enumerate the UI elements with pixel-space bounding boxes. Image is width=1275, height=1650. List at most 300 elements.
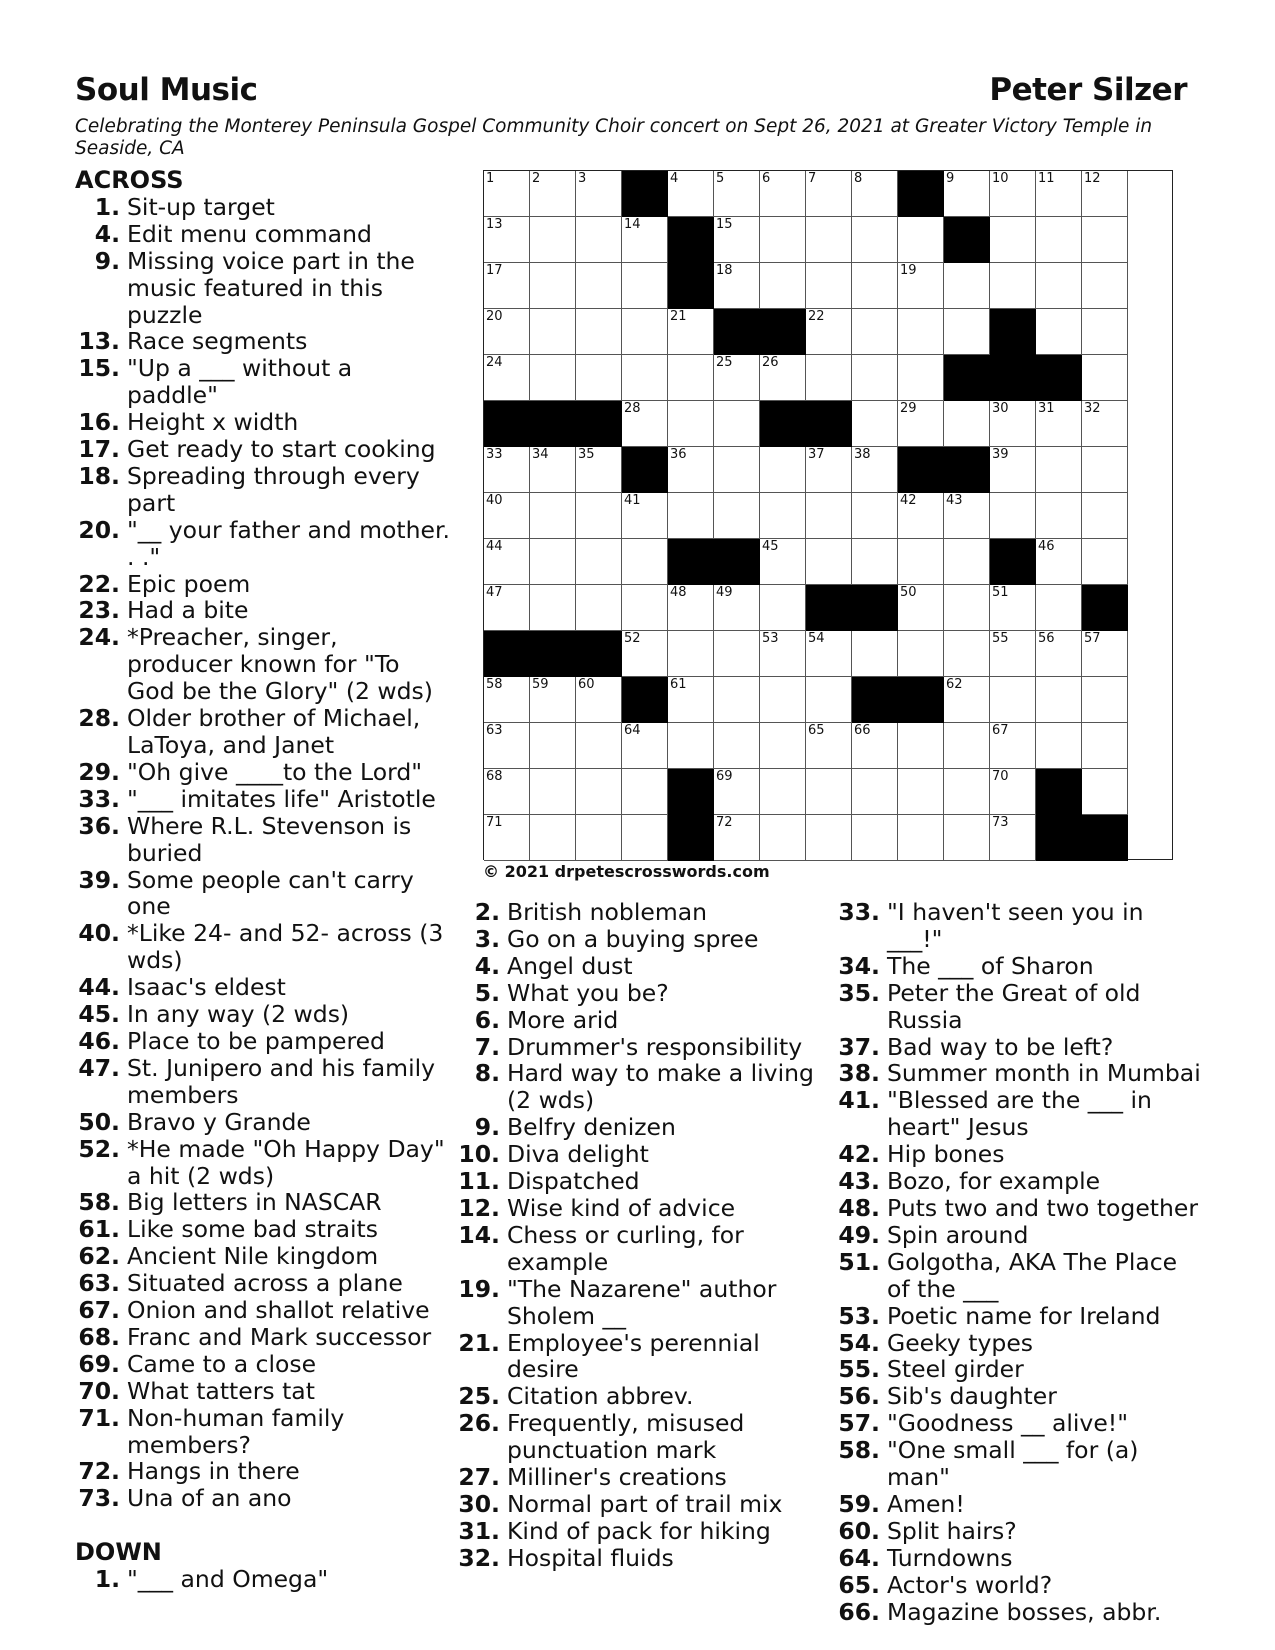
- clue-number: 12.: [458, 1193, 500, 1222]
- cell-number: 9: [946, 171, 955, 186]
- clue-item: [75, 786, 450, 813]
- grid-cell[interactable]: [1036, 447, 1082, 493]
- grid-cell[interactable]: [1036, 217, 1082, 263]
- grid-cell[interactable]: [898, 217, 944, 263]
- grid-cell[interactable]: [622, 401, 668, 447]
- clue-number: 17.: [78, 435, 120, 464]
- grid-cell[interactable]: [760, 815, 806, 861]
- clue-number: 33.: [78, 784, 120, 813]
- grid-cell[interactable]: [990, 447, 1036, 493]
- clue-number: 28.: [78, 704, 120, 733]
- grid-cell[interactable]: [530, 263, 576, 309]
- grid-cell[interactable]: [484, 309, 530, 355]
- grid-cell[interactable]: [760, 539, 806, 585]
- grid-cell[interactable]: [530, 815, 576, 861]
- clue-item: [75, 1405, 450, 1459]
- grid-cell[interactable]: [990, 171, 1036, 217]
- grid-cell[interactable]: [530, 539, 576, 585]
- grid-cell[interactable]: [760, 447, 806, 493]
- grid-cell[interactable]: [668, 171, 714, 217]
- grid-cell[interactable]: [760, 493, 806, 539]
- grid-cell[interactable]: [1036, 263, 1082, 309]
- grid-cell[interactable]: [530, 769, 576, 815]
- grid-cell[interactable]: [944, 769, 990, 815]
- grid-cell[interactable]: [1082, 723, 1128, 769]
- grid-cell[interactable]: [852, 539, 898, 585]
- grid-block: [898, 677, 944, 723]
- clue-item: [835, 899, 1205, 953]
- clue-number: 1.: [94, 192, 120, 221]
- grid-cell[interactable]: [898, 401, 944, 447]
- grid-block: [852, 677, 898, 723]
- grid-cell[interactable]: [760, 769, 806, 815]
- grid-cell[interactable]: [714, 493, 760, 539]
- grid-cell[interactable]: [760, 585, 806, 631]
- cell-number: 52: [624, 631, 641, 646]
- grid-cell[interactable]: [990, 631, 1036, 677]
- grid-cell[interactable]: [622, 355, 668, 401]
- grid-cell[interactable]: [530, 355, 576, 401]
- grid-block: [576, 401, 622, 447]
- grid-cell[interactable]: [990, 815, 1036, 861]
- grid-cell[interactable]: [714, 769, 760, 815]
- grid-cell[interactable]: [944, 815, 990, 861]
- clue-item: [835, 1303, 1205, 1330]
- grid-cell[interactable]: [668, 309, 714, 355]
- grid-cell[interactable]: [898, 585, 944, 631]
- grid-cell[interactable]: [622, 723, 668, 769]
- grid-cell[interactable]: [898, 493, 944, 539]
- clue-item: [455, 1545, 815, 1572]
- grid-cell[interactable]: [576, 677, 622, 723]
- clue-text: Missing voice part in the music featured in this puzzle: [127, 246, 415, 329]
- grid-cell[interactable]: [760, 171, 806, 217]
- cell-number: 46: [1038, 539, 1055, 554]
- grid-cell[interactable]: [1082, 171, 1128, 217]
- grid-cell[interactable]: [714, 171, 760, 217]
- cell-number: 62: [946, 677, 963, 692]
- clue-number: 21.: [458, 1328, 500, 1357]
- grid-cell[interactable]: [484, 585, 530, 631]
- grid-cell[interactable]: [1036, 401, 1082, 447]
- grid-cell[interactable]: [944, 677, 990, 723]
- clue-text: Frequently, misused punctuation mark: [507, 1409, 745, 1465]
- grid-cell[interactable]: [484, 769, 530, 815]
- grid-cell[interactable]: [576, 723, 622, 769]
- clue-text: Like some bad straits: [127, 1215, 378, 1244]
- clue-text: Get ready to start cooking: [127, 435, 436, 464]
- grid-cell[interactable]: [898, 263, 944, 309]
- grid-cell[interactable]: [484, 355, 530, 401]
- cell-number: 15: [716, 217, 733, 232]
- grid-cell[interactable]: [530, 309, 576, 355]
- clue-number: 45.: [78, 1000, 120, 1029]
- cell-number: 7: [808, 171, 817, 186]
- grid-cell[interactable]: [944, 585, 990, 631]
- grid-cell[interactable]: [714, 585, 760, 631]
- clue-text: Belfry denizen: [507, 1113, 676, 1142]
- grid-cell[interactable]: [852, 401, 898, 447]
- grid-cell[interactable]: [990, 585, 1036, 631]
- grid-cell[interactable]: [484, 263, 530, 309]
- clue-number: 41.: [838, 1086, 880, 1115]
- grid-cell[interactable]: [484, 815, 530, 861]
- clue-text: Hospital fluids: [507, 1543, 674, 1572]
- cell-number: 44: [486, 539, 503, 554]
- grid-cell[interactable]: [484, 217, 530, 263]
- clue-number: 18.: [78, 461, 120, 490]
- cell-number: 28: [624, 401, 641, 416]
- clue-text: Sit-up target: [127, 192, 275, 221]
- clue-text: Height x width: [127, 408, 299, 437]
- grid-cell[interactable]: [714, 263, 760, 309]
- grid-cell[interactable]: [898, 355, 944, 401]
- grid-block: [668, 217, 714, 263]
- grid-cell[interactable]: [944, 309, 990, 355]
- clue-text: Hard way to make a living (2 wds): [507, 1059, 814, 1115]
- down-heading: DOWN: [75, 1538, 162, 1567]
- grid-cell[interactable]: [852, 493, 898, 539]
- clue-number: 11.: [458, 1167, 500, 1196]
- grid-cell[interactable]: [898, 815, 944, 861]
- grid-cell[interactable]: [622, 263, 668, 309]
- grid-cell[interactable]: [530, 677, 576, 723]
- grid-cell[interactable]: [898, 723, 944, 769]
- grid-cell[interactable]: [806, 263, 852, 309]
- grid-block: [668, 769, 714, 815]
- clue-text: Puts two and two together: [887, 1193, 1199, 1222]
- grid-cell[interactable]: [852, 447, 898, 493]
- grid-cell[interactable]: [714, 723, 760, 769]
- grid-cell[interactable]: [760, 677, 806, 723]
- clue-number: 26.: [458, 1409, 500, 1438]
- clue-text: Go on a buying spree: [507, 924, 759, 953]
- grid-cell[interactable]: [1082, 677, 1128, 723]
- clue-item: [75, 1216, 450, 1243]
- clue-item: [75, 1458, 450, 1485]
- clue-item: [75, 328, 450, 355]
- clue-text: "Oh give ____to the Lord": [127, 757, 423, 786]
- clue-number: 34.: [838, 951, 880, 980]
- cell-number: 70: [992, 769, 1009, 784]
- grid-cell[interactable]: [852, 723, 898, 769]
- grid-cell[interactable]: [530, 585, 576, 631]
- grid-cell[interactable]: [576, 585, 622, 631]
- grid-cell[interactable]: [714, 677, 760, 723]
- clue-column-3: [835, 899, 1205, 1625]
- clue-text: Dispatched: [507, 1167, 640, 1196]
- grid-cell[interactable]: [484, 723, 530, 769]
- clue-number: 33.: [838, 898, 880, 926]
- grid-cell[interactable]: [944, 539, 990, 585]
- grid-cell[interactable]: [576, 263, 622, 309]
- clue-item: [455, 1491, 815, 1518]
- grid-cell[interactable]: [714, 815, 760, 861]
- clue-number: 54.: [838, 1328, 880, 1357]
- grid-cell[interactable]: [944, 631, 990, 677]
- grid-cell[interactable]: [622, 539, 668, 585]
- grid-cell[interactable]: [1082, 539, 1128, 585]
- clue-number: 53.: [838, 1301, 880, 1330]
- grid-cell[interactable]: [714, 447, 760, 493]
- grid-cell[interactable]: [806, 309, 852, 355]
- grid-cell[interactable]: [576, 493, 622, 539]
- grid-cell[interactable]: [576, 355, 622, 401]
- grid-cell[interactable]: [484, 447, 530, 493]
- clue-item: [455, 1195, 815, 1222]
- grid-cell[interactable]: [990, 493, 1036, 539]
- grid-cell[interactable]: [668, 631, 714, 677]
- grid-cell[interactable]: [1036, 171, 1082, 217]
- author-name: Peter Silzer: [989, 72, 1187, 108]
- clue-text: Franc and Mark successor: [127, 1322, 432, 1351]
- grid-cell[interactable]: [484, 677, 530, 723]
- grid-cell[interactable]: [990, 217, 1036, 263]
- clue-number: 1.: [94, 1565, 120, 1594]
- grid-block: [944, 217, 990, 263]
- clue-number: 64.: [838, 1543, 880, 1572]
- clue-text: "Blessed are the ___ in heart" Jesus: [887, 1086, 1152, 1142]
- clue-item: [455, 1276, 815, 1330]
- grid-cell[interactable]: [668, 355, 714, 401]
- cell-number: 35: [578, 447, 595, 462]
- grid-cell[interactable]: [806, 631, 852, 677]
- grid-cell[interactable]: [668, 447, 714, 493]
- clue-item: [835, 1168, 1205, 1195]
- clue-item: [75, 1566, 450, 1593]
- cell-number: 66: [854, 723, 871, 738]
- grid-cell[interactable]: [990, 677, 1036, 723]
- cell-number: 71: [486, 815, 503, 830]
- clue-item: [75, 867, 450, 921]
- clue-item: [455, 1060, 815, 1114]
- grid-cell[interactable]: [898, 631, 944, 677]
- grid-cell[interactable]: [576, 447, 622, 493]
- grid-block: [806, 401, 852, 447]
- clue-number: 4.: [474, 951, 500, 980]
- clue-text: *Like 24- and 52- across (3 wds): [127, 919, 444, 975]
- grid-cell[interactable]: [1082, 631, 1128, 677]
- clue-item: [75, 571, 450, 598]
- clue-item: [835, 1518, 1205, 1545]
- grid-cell[interactable]: [944, 263, 990, 309]
- grid-block: [1036, 815, 1082, 861]
- grid-cell[interactable]: [576, 539, 622, 585]
- grid-cell[interactable]: [530, 217, 576, 263]
- grid-cell[interactable]: [990, 401, 1036, 447]
- grid-cell[interactable]: [1082, 447, 1128, 493]
- grid-cell[interactable]: [852, 355, 898, 401]
- grid-cell[interactable]: [806, 447, 852, 493]
- grid-cell[interactable]: [806, 723, 852, 769]
- grid-cell[interactable]: [944, 723, 990, 769]
- clue-column-2: [455, 899, 815, 1572]
- clue-number: 5.: [474, 978, 500, 1007]
- cell-number: 50: [900, 585, 917, 600]
- cell-number: 13: [486, 217, 503, 232]
- grid-block: [760, 309, 806, 355]
- grid-cell[interactable]: [668, 493, 714, 539]
- clue-item: [75, 517, 450, 571]
- cell-number: 61: [670, 677, 687, 692]
- grid-cell[interactable]: [668, 585, 714, 631]
- grid-cell[interactable]: [898, 769, 944, 815]
- grid-cell[interactable]: [1082, 769, 1128, 815]
- grid-block: [990, 355, 1036, 401]
- grid-cell[interactable]: [622, 217, 668, 263]
- clue-number: 23.: [78, 596, 120, 625]
- grid-cell[interactable]: [622, 585, 668, 631]
- grid-cell[interactable]: [1036, 493, 1082, 539]
- grid-cell[interactable]: [760, 355, 806, 401]
- clue-item: [455, 1410, 815, 1464]
- grid-cell[interactable]: [530, 723, 576, 769]
- grid-cell[interactable]: [806, 815, 852, 861]
- clue-item: [835, 1572, 1205, 1599]
- clue-item: [835, 1141, 1205, 1168]
- clue-number: 10.: [458, 1140, 500, 1169]
- grid-cell[interactable]: [714, 355, 760, 401]
- grid-cell[interactable]: [668, 677, 714, 723]
- grid-cell[interactable]: [1036, 585, 1082, 631]
- grid-cell[interactable]: [806, 355, 852, 401]
- grid-cell[interactable]: [852, 769, 898, 815]
- grid-cell[interactable]: [576, 171, 622, 217]
- clue-number: 16.: [78, 408, 120, 437]
- grid-cell[interactable]: [806, 493, 852, 539]
- grid-cell[interactable]: [852, 815, 898, 861]
- grid-cell[interactable]: [1036, 723, 1082, 769]
- grid-cell[interactable]: [852, 263, 898, 309]
- clue-number: 63.: [78, 1269, 120, 1298]
- grid-cell[interactable]: [530, 493, 576, 539]
- grid-cell[interactable]: [944, 171, 990, 217]
- grid-cell[interactable]: [530, 171, 576, 217]
- grid-cell[interactable]: [806, 539, 852, 585]
- clue-text: Spin around: [887, 1220, 1029, 1249]
- grid-cell[interactable]: [852, 631, 898, 677]
- clue-number: 43.: [838, 1167, 880, 1196]
- grid-cell[interactable]: [484, 171, 530, 217]
- cell-number: 55: [992, 631, 1009, 646]
- grid-cell[interactable]: [852, 309, 898, 355]
- clue-number: 25.: [458, 1382, 500, 1411]
- grid-cell[interactable]: [576, 769, 622, 815]
- grid-cell[interactable]: [1082, 355, 1128, 401]
- grid-cell[interactable]: [530, 447, 576, 493]
- grid-cell[interactable]: [484, 493, 530, 539]
- clue-text: "One small ___ for (a) man": [887, 1436, 1139, 1492]
- grid-cell[interactable]: [760, 217, 806, 263]
- grid-cell[interactable]: [760, 723, 806, 769]
- grid-cell[interactable]: [806, 217, 852, 263]
- cell-number: 4: [670, 171, 679, 186]
- grid-cell[interactable]: [990, 769, 1036, 815]
- grid-cell[interactable]: [806, 769, 852, 815]
- clue-number: 68.: [78, 1322, 120, 1351]
- cell-number: 18: [716, 263, 733, 278]
- grid-cell[interactable]: [1082, 217, 1128, 263]
- grid-block: [484, 631, 530, 677]
- clue-item: [75, 1324, 450, 1351]
- grid-cell[interactable]: [576, 217, 622, 263]
- grid-cell[interactable]: [1082, 493, 1128, 539]
- grid-cell[interactable]: [1036, 631, 1082, 677]
- grid-cell[interactable]: [622, 493, 668, 539]
- grid-cell[interactable]: [622, 309, 668, 355]
- grid-cell[interactable]: [622, 769, 668, 815]
- grid-cell[interactable]: [576, 815, 622, 861]
- clue-item: [455, 1007, 815, 1034]
- clue-text: Ancient Nile kingdom: [127, 1242, 379, 1271]
- grid-cell[interactable]: [852, 171, 898, 217]
- clue-text: Kind of pack for hiking: [507, 1516, 771, 1545]
- clue-item: [835, 1195, 1205, 1222]
- grid-cell[interactable]: [622, 631, 668, 677]
- clue-number: 37.: [838, 1032, 880, 1061]
- clue-number: 60.: [838, 1516, 880, 1545]
- cell-number: 12: [1084, 171, 1101, 186]
- clue-number: 55.: [838, 1355, 880, 1384]
- clue-number: 66.: [838, 1597, 880, 1626]
- grid-cell[interactable]: [760, 263, 806, 309]
- grid-cell[interactable]: [944, 401, 990, 447]
- clue-number: 50.: [78, 1107, 120, 1136]
- grid-cell[interactable]: [1082, 309, 1128, 355]
- grid-cell[interactable]: [1082, 263, 1128, 309]
- clue-number: 13.: [78, 327, 120, 356]
- cell-number: 58: [486, 677, 503, 692]
- clue-item: [75, 409, 450, 436]
- grid-cell[interactable]: [1036, 677, 1082, 723]
- grid-block: [668, 263, 714, 309]
- grid-cell[interactable]: [714, 401, 760, 447]
- grid-cell[interactable]: [1082, 401, 1128, 447]
- cell-number: 22: [808, 309, 825, 324]
- clue-text: Where R.L. Stevenson is buried: [127, 811, 412, 867]
- cell-number: 33: [486, 447, 503, 462]
- cell-number: 30: [992, 401, 1009, 416]
- grid-cell[interactable]: [1036, 539, 1082, 585]
- grid-cell[interactable]: [806, 171, 852, 217]
- grid-cell[interactable]: [714, 217, 760, 263]
- cell-number: 60: [578, 677, 595, 692]
- cell-number: 40: [486, 493, 503, 508]
- clue-number: 44.: [78, 973, 120, 1002]
- clue-text: "I haven't seen you in ___!": [887, 898, 1144, 953]
- grid-cell[interactable]: [944, 493, 990, 539]
- grid-cell[interactable]: [760, 631, 806, 677]
- grid-cell[interactable]: [714, 631, 760, 677]
- clue-number: 36.: [78, 811, 120, 840]
- clue-number: 39.: [78, 865, 120, 894]
- clue-item: [75, 1136, 450, 1190]
- grid-cell[interactable]: [990, 263, 1036, 309]
- cell-number: 34: [532, 447, 549, 462]
- grid-cell[interactable]: [852, 217, 898, 263]
- grid-cell[interactable]: [990, 723, 1036, 769]
- grid-cell[interactable]: [484, 539, 530, 585]
- grid-cell[interactable]: [806, 677, 852, 723]
- clue-item: [455, 1330, 815, 1384]
- grid-cell[interactable]: [668, 401, 714, 447]
- grid-cell[interactable]: [668, 723, 714, 769]
- grid-cell[interactable]: [898, 309, 944, 355]
- grid-cell[interactable]: [622, 815, 668, 861]
- grid-cell[interactable]: [576, 309, 622, 355]
- grid-cell[interactable]: [1036, 309, 1082, 355]
- grid-cell[interactable]: [898, 539, 944, 585]
